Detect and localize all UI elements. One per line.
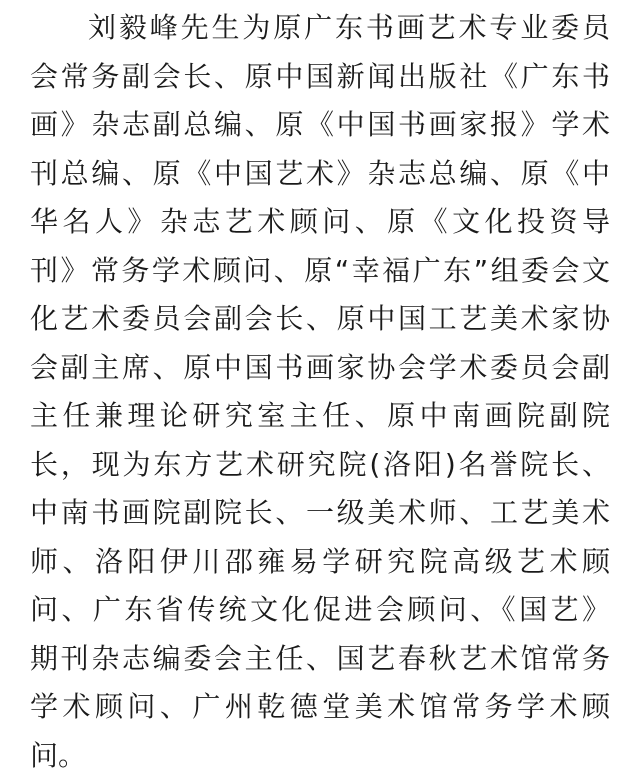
paragraph-line: 中南书画院副院长、一级美术师、工艺美术 xyxy=(30,489,610,538)
paragraph-line: 问、广东省传统文化促进会顾问、《国艺》 xyxy=(30,586,610,635)
paragraph-line: 主任兼理论研究室主任、原中南画院副院 xyxy=(30,392,610,441)
paragraph-line: 化艺术委员会副会长、原中国工艺美术家协 xyxy=(30,295,610,344)
biography-paragraph xyxy=(30,4,610,780)
paragraph-line: 会副主席、原中国书画家协会学术委员会副 xyxy=(30,344,610,393)
paragraph-line: 刊》常务学术顾问、原“幸福广东”组委会文 xyxy=(30,247,610,296)
paragraph-line: 会常务副会长、原中国新闻出版社《广东书 xyxy=(30,53,610,102)
paragraph-line: 期刊杂志编委会主任、国艺春秋艺术馆常务 xyxy=(30,635,610,684)
paragraph-line: 师、洛阳伊川邵雍易学研究院高级艺术顾 xyxy=(30,538,610,587)
paragraph-line: 问。 xyxy=(30,732,610,780)
paragraph-line: 画》杂志副总编、原《中国书画家报》学术 xyxy=(30,101,610,150)
paragraph-line: 华名人》杂志艺术顾问、原《文化投资导 xyxy=(30,198,610,247)
paragraph-line: 学术顾问、广州乾德堂美术馆常务学术顾 xyxy=(30,683,610,732)
paragraph-line: 刊总编、原《中国艺术》杂志总编、原《中 xyxy=(30,150,610,199)
paragraph-line: 长，现为东方艺术研究院(洛阳)名誉院长、 xyxy=(30,441,610,490)
paragraph-line: 刘毅峰先生为原广东书画艺术专业委员 xyxy=(30,4,610,53)
